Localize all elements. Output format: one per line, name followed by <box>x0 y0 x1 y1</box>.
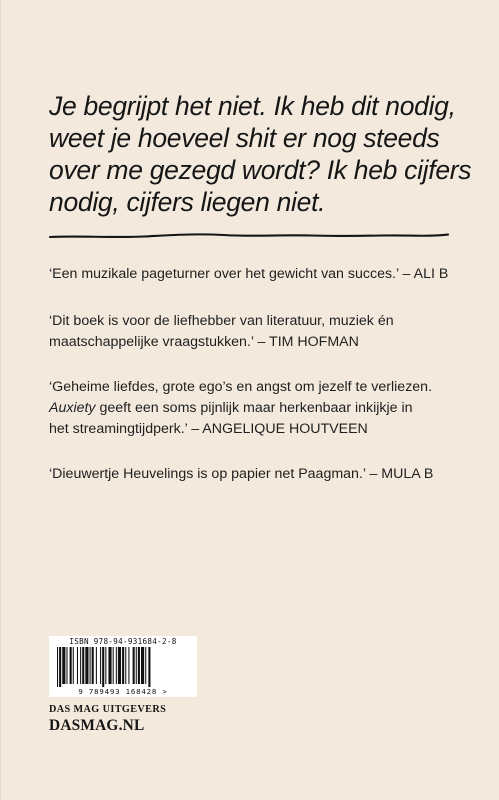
quote-line: ‘Dit boek is voor de liefhebber van literatuur, muziek én <box>49 313 394 329</box>
quote-line: het streamingtijdperk.’ – ANGELIQUE HOUTVEEN <box>49 421 368 437</box>
review-quote-mula-b <box>49 464 469 485</box>
barcode-bar <box>70 647 72 684</box>
barcode-bar <box>100 647 101 684</box>
barcode-bar <box>73 647 74 684</box>
barcode-bar <box>138 647 140 684</box>
barcode-bar <box>92 647 94 684</box>
hero-line: over me gezegd wordt? Ik heb cijfers <box>49 155 472 185</box>
barcode-bar <box>128 647 129 684</box>
publisher-name: DAS MAG UITGEVERS <box>49 704 167 715</box>
publisher-website: DASMAG.NL <box>49 717 145 734</box>
barcode-bar <box>102 647 104 687</box>
isbn-label: ISBN 978-94-931684-2-8 <box>69 637 177 646</box>
quote-line: maatschappelijke vraagstukken.’ – TIM HOFMAN <box>49 334 359 350</box>
barcode-bar <box>90 647 91 684</box>
left-edge <box>0 0 1 800</box>
barcode-bar <box>136 647 137 684</box>
barcode-bar <box>96 647 97 684</box>
barcode-digits: 9 789493 168428 > <box>78 687 168 696</box>
barcode-bar <box>122 647 124 684</box>
quote-line: ‘Een muzikale pageturner over het gewicht van succes.’ – ALI B <box>49 266 449 282</box>
barcode-bar <box>113 647 114 684</box>
hero-line: nodig, cijfers liegen niet. <box>49 187 326 217</box>
barcode-bar <box>118 647 121 684</box>
barcode-bar <box>80 647 81 684</box>
barcode-bar <box>133 647 135 684</box>
barcode-bar <box>85 647 88 684</box>
barcode-bar <box>82 647 84 684</box>
quote-line-rest: geeft een soms pijnlijk maar herkenbaar inkijkje in <box>95 400 413 416</box>
hero-line: weet je hoeveel shit er nog steeds <box>49 123 440 153</box>
barcode-bar <box>62 647 65 684</box>
barcode-bar <box>148 647 150 687</box>
barcode-icon <box>57 647 189 687</box>
quote-line: ‘Geheime liefdes, grote ego’s en angst om jezelf te verliezen. <box>49 379 433 395</box>
barcode-bar <box>125 647 126 684</box>
barcode-bar <box>141 647 144 684</box>
hand-drawn-divider <box>49 226 449 246</box>
quote-line: ‘Dieuwertje Heuvelings is op papier net Paagman.’ – MULA B <box>49 466 434 482</box>
review-quote-angelique-houtveen <box>49 377 469 440</box>
review-quote-ali-b <box>49 264 469 285</box>
review-quote-tim-hofman <box>49 311 469 353</box>
barcode-bar <box>77 647 78 684</box>
hero-line: Je begrijpt het niet. Ik heb dit nodig, <box>49 91 456 121</box>
barcode-bar <box>66 647 67 684</box>
isbn-barcode <box>49 636 197 697</box>
barcode-bar <box>57 647 58 687</box>
book-title: Auxiety <box>49 400 96 416</box>
hero-quote <box>49 90 472 218</box>
barcode-bar <box>59 647 61 687</box>
barcode-bar <box>105 647 106 684</box>
barcode-bar <box>108 647 111 684</box>
quote-line <box>49 398 469 419</box>
barcode-bar <box>116 647 117 684</box>
barcode-bar <box>145 647 146 684</box>
